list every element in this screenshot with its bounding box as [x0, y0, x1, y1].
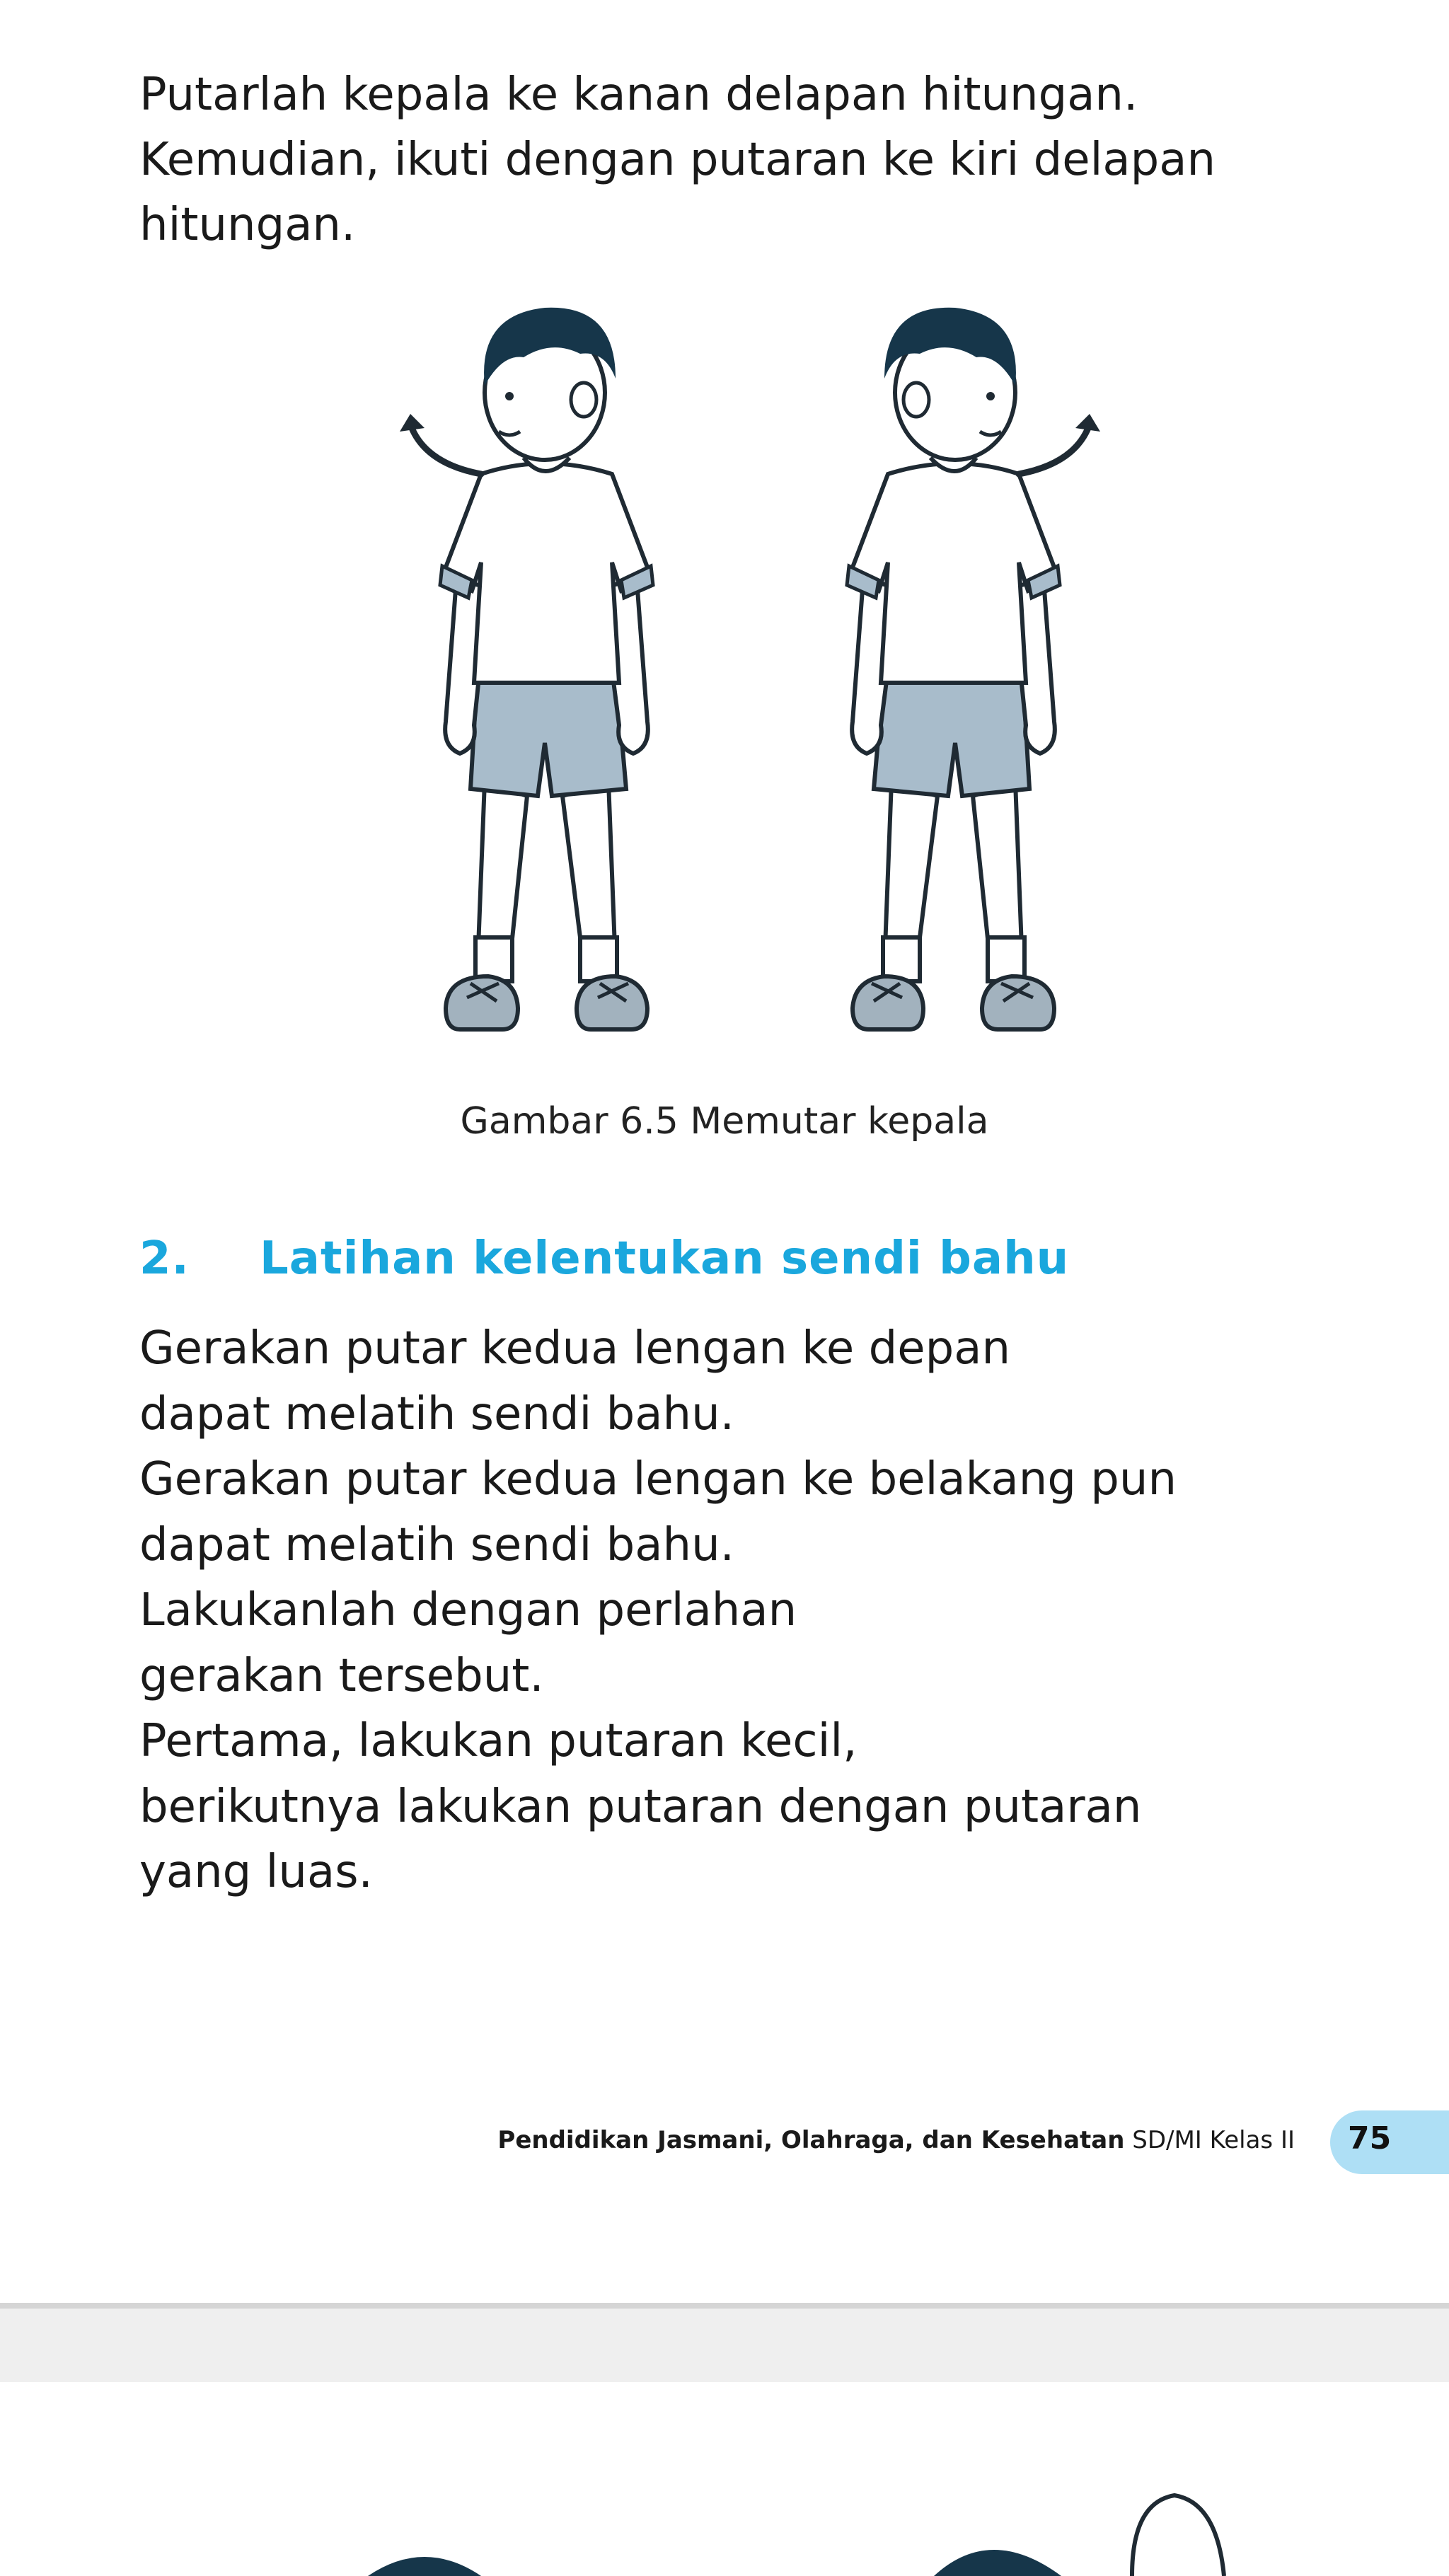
section-number: 2. [139, 1232, 190, 1285]
footer-level: SD/MI Kelas II [1132, 2126, 1295, 2154]
figure-caption: Gambar 6.5 Memutar kepala [460, 1100, 989, 1143]
body-line: berikutnya lakukan putaran dengan putaran [139, 1780, 1142, 1833]
intro-line: Kemudian, ikuti dengan putaran ke kiri delapan [139, 134, 1216, 186]
next-page-illustration [0, 2382, 1449, 2576]
body-line: Gerakan putar kedua lengan ke belakang pun [139, 1453, 1177, 1506]
section-title: Latihan kelentukan sendi bahu [260, 1232, 1070, 1285]
body-line: yang luas. [139, 1846, 373, 1898]
section-body [139, 1316, 1413, 1905]
intro-paragraph [139, 62, 1413, 258]
intro-line: hitungan. [139, 199, 356, 251]
next-page-preview[interactable] [0, 2382, 1449, 2576]
curved-arrow-left-icon [410, 424, 481, 474]
body-line: dapat melatih sendi bahu. [139, 1387, 734, 1440]
section-heading [139, 1232, 1069, 1285]
boy-turning-head-right [847, 308, 1060, 1029]
body-line: Pertama, lakukan putaran kecil, [139, 1715, 858, 1767]
curved-arrow-right-icon [1019, 424, 1090, 474]
page-gap [0, 2309, 1449, 2382]
page-footer [0, 2110, 1449, 2174]
body-line: gerakan tersebut. [139, 1649, 544, 1702]
footer-book-title [497, 2126, 1295, 2154]
body-line: Gerakan putar kedua lengan ke depan [139, 1322, 1010, 1375]
page-number: 75 [1348, 2120, 1392, 2156]
body-line: Lakukanlah dengan perlahan [139, 1584, 797, 1636]
footer-title: Pendidikan Jasmani, Olahraga, dan Kesehatan [497, 2126, 1125, 2154]
boy-turning-head-left [440, 308, 653, 1029]
head-rotation-illustration [396, 287, 1104, 1058]
body-line: dapat melatih sendi bahu. [139, 1518, 734, 1571]
page-divider [0, 2303, 1449, 2309]
intro-line: Putarlah kepala ke kanan delapan hitungan. [139, 69, 1138, 121]
